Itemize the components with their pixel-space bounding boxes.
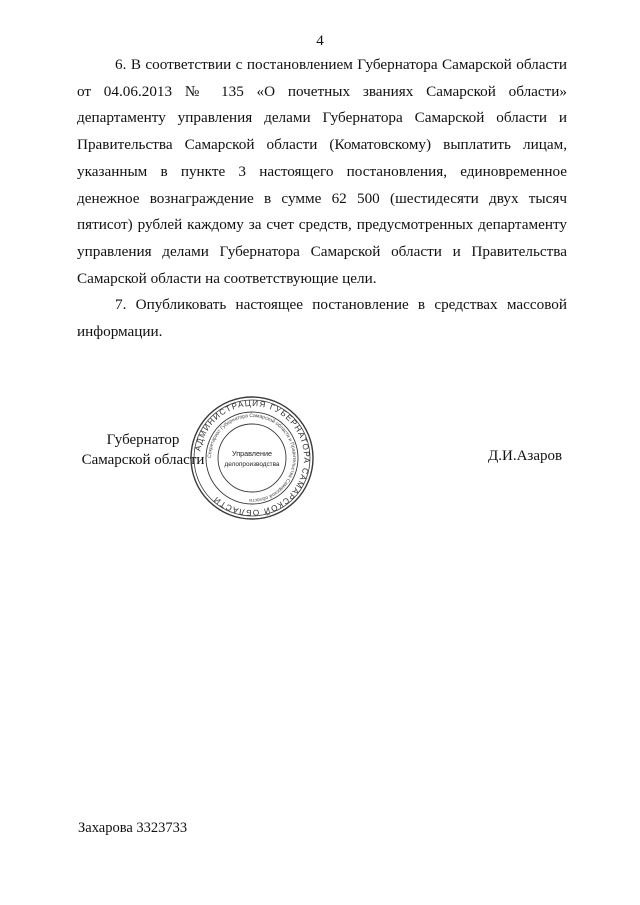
- svg-text:Секретариат Губернатора Самарс: [207, 413, 297, 503]
- stamp-outer-text: АДМИНИСТРАЦИЯ ГУБЕРНАТОРА САМАРСКОЙ ОБЛАСТИ: [193, 398, 312, 518]
- stamp-inner-text: Секретариат Губернатора Самарской области и Правительства Самарской области: [206, 412, 298, 504]
- page-number: 4: [316, 33, 324, 49]
- paragraph-6: 6. В соответствии с постановлением Губернатора Самарской области от 04.06.2013 № 135 «О почетных званиях Самарской области» департаменту управления делами Губернатора Самарской области и Правительства Самарской области (Коматовскому) выплатить лицам, указанным в пункте 3 настоящего постановления, единовременное денежное вознаграждение в сумме 62 500 (шестидесяти двух тысяч пятисот) рублей каждому за счет средств, предусмотренных департаменту управления делами Губернатора Самарской области и Правительства Самарской области на соответствующие цели.: [77, 56, 567, 287]
- paragraph-7: 7. Опубликовать настоящее постановление в средствах массовой информации.: [77, 296, 567, 341]
- stamp-center-line2: делопроизводства: [224, 461, 280, 468]
- signatory-name: Д.И.Азаров: [488, 448, 563, 464]
- signatory-title-line2: Самарской области: [81, 452, 205, 468]
- document-body: [77, 52, 567, 346]
- executor-contact: Захарова 3323733: [78, 820, 188, 836]
- official-stamp: [188, 394, 316, 522]
- stamp-center-line1: Управление: [232, 449, 272, 458]
- signatory-title-line1: Губернатор: [106, 432, 180, 448]
- signature-block: [0, 398, 640, 530]
- stamp-seal-icon: [188, 394, 316, 522]
